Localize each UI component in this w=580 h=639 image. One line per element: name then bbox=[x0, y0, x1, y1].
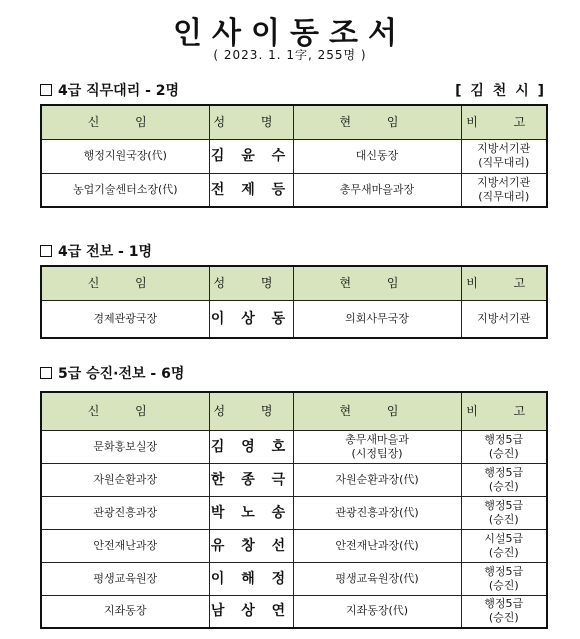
personnel-table bbox=[40, 391, 548, 629]
header-current-post: 현 임 bbox=[293, 266, 461, 300]
table-header-row bbox=[41, 105, 547, 139]
table-row bbox=[41, 595, 547, 628]
header-current-post: 현 임 bbox=[293, 105, 461, 139]
table-row bbox=[41, 430, 547, 463]
cell-current-post: 총무새마을과장 bbox=[293, 173, 461, 207]
cell-note: 행정5급 (승진) bbox=[461, 595, 547, 628]
personnel-table bbox=[40, 104, 548, 208]
cell-name: 김 영 호 bbox=[209, 430, 293, 463]
header-name: 성 명 bbox=[209, 266, 293, 300]
header-name: 성 명 bbox=[209, 105, 293, 139]
cell-note: 행정5급 (승진) bbox=[461, 562, 547, 595]
cell-new-post: 안전재난과장 bbox=[41, 529, 209, 562]
cell-name: 남 상 연 bbox=[209, 595, 293, 628]
header-new-post: 신 임 bbox=[41, 392, 209, 430]
cell-name: 이 상 동 bbox=[209, 300, 293, 338]
cell-note: 지방서기관 (직무대리) bbox=[461, 139, 547, 173]
cell-new-post: 관광진흥과장 bbox=[41, 496, 209, 529]
cell-note: 지방서기관 bbox=[461, 300, 547, 338]
header-name: 성 명 bbox=[209, 392, 293, 430]
cell-name: 김 윤 수 bbox=[209, 139, 293, 173]
table-row bbox=[41, 300, 547, 338]
cell-new-post: 지좌동장 bbox=[41, 595, 209, 628]
cell-name: 박 노 송 bbox=[209, 496, 293, 529]
cell-new-post: 농업기술센터소장(代) bbox=[41, 173, 209, 207]
section-heading bbox=[40, 79, 546, 101]
cell-note: 행정5급 (승진) bbox=[461, 430, 547, 463]
cell-note: 행정5급 (승진) bbox=[461, 463, 547, 496]
table-header-row bbox=[41, 266, 547, 300]
cell-name: 한 종 극 bbox=[209, 463, 293, 496]
cell-note: 시설5급 (승진) bbox=[461, 529, 547, 562]
cell-name: 이 해 정 bbox=[209, 562, 293, 595]
cell-name: 전 제 등 bbox=[209, 173, 293, 207]
table-row bbox=[41, 496, 547, 529]
cell-new-post: 경제관광국장 bbox=[41, 300, 209, 338]
section-heading bbox=[40, 362, 546, 384]
section-title: 4급 직무대리 - 2명 bbox=[58, 83, 180, 99]
cell-current-post: 지좌동장(代) bbox=[293, 595, 461, 628]
header-note: 비 고 bbox=[461, 105, 547, 139]
cell-name: 유 창 선 bbox=[209, 529, 293, 562]
section-heading bbox=[40, 240, 546, 262]
personnel-table bbox=[40, 265, 548, 339]
cell-note: 행정5급 (승진) bbox=[461, 496, 547, 529]
header-current-post: 현 임 bbox=[293, 392, 461, 430]
cell-new-post: 문화홍보실장 bbox=[41, 430, 209, 463]
table-header-row bbox=[41, 392, 547, 430]
document-subtitle: ( 2023. 1. 1字, 255명 ) bbox=[213, 48, 367, 62]
header-new-post: 신 임 bbox=[41, 266, 209, 300]
cell-current-post: 의회사무국장 bbox=[293, 300, 461, 338]
cell-note: 지방서기관 (직무대리) bbox=[461, 173, 547, 207]
header-note: 비 고 bbox=[461, 392, 547, 430]
header-note: 비 고 bbox=[461, 266, 547, 300]
cell-current-post: 평생교육원장(代) bbox=[293, 562, 461, 595]
cell-current-post: 대신동장 bbox=[293, 139, 461, 173]
document-title: 인사이동조서 bbox=[173, 16, 407, 51]
section-title: 5급 승진·전보 - 6명 bbox=[58, 366, 185, 382]
cell-new-post: 행정지원국장(代) bbox=[41, 139, 209, 173]
checkbox-square-icon bbox=[40, 245, 52, 257]
table-row bbox=[41, 562, 547, 595]
table-row bbox=[41, 463, 547, 496]
table-row bbox=[41, 529, 547, 562]
cell-new-post: 평생교육원장 bbox=[41, 562, 209, 595]
cell-current-post: 자원순환과장(代) bbox=[293, 463, 461, 496]
checkbox-square-icon bbox=[40, 84, 52, 96]
checkbox-square-icon bbox=[40, 367, 52, 379]
table-row bbox=[41, 173, 547, 207]
cell-current-post: 총무새마을과 (시정팀장) bbox=[293, 430, 461, 463]
cell-current-post: 관광진흥과장(代) bbox=[293, 496, 461, 529]
section-title: 4급 전보 - 1명 bbox=[58, 244, 153, 260]
cell-new-post: 자원순환과장 bbox=[41, 463, 209, 496]
header-new-post: 신 임 bbox=[41, 105, 209, 139]
cell-current-post: 안전재난과장(代) bbox=[293, 529, 461, 562]
table-row bbox=[41, 139, 547, 173]
org-label: [ 김 천 시 ] bbox=[455, 83, 546, 99]
